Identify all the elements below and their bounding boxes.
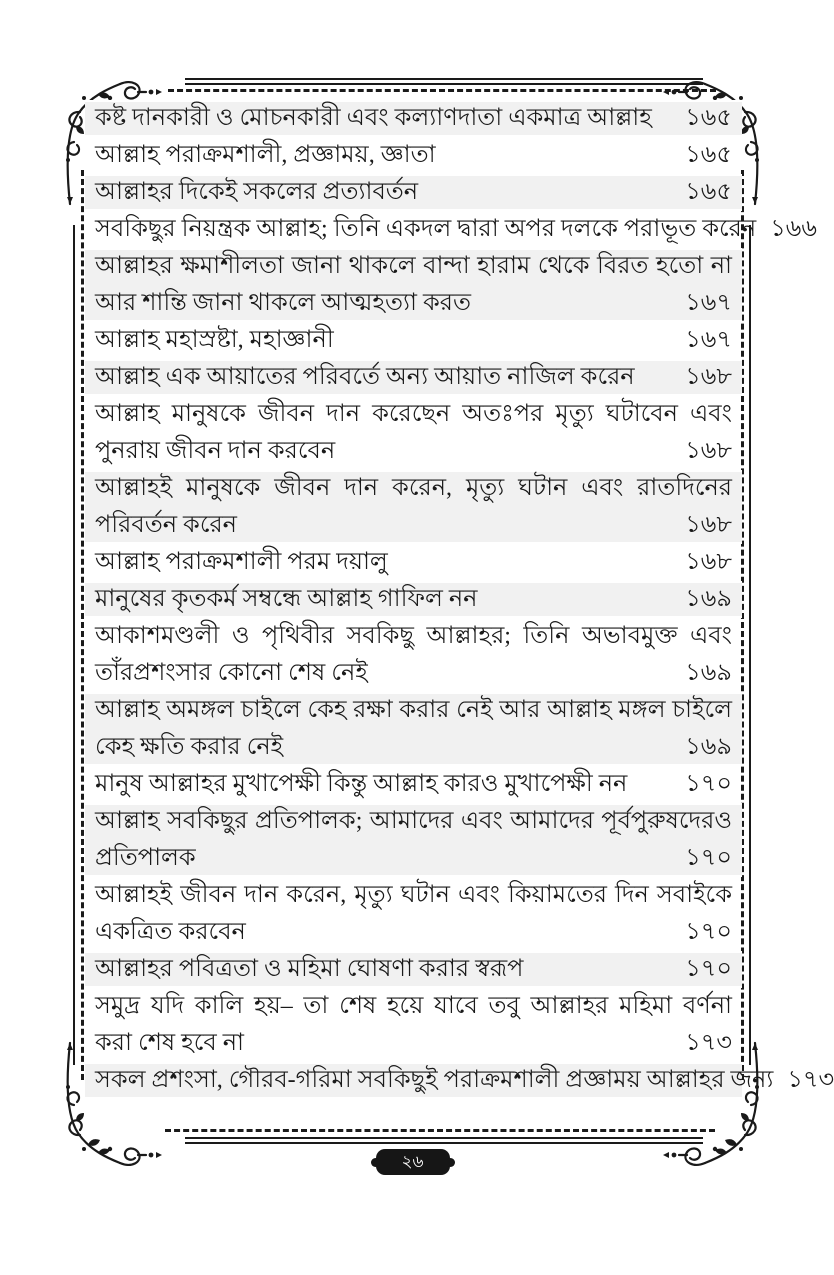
toc-entry-title: একত্রিত করবেন	[95, 919, 246, 945]
toc-entry-line	[85, 618, 742, 655]
toc-entry	[85, 988, 742, 1062]
toc-entry	[85, 692, 742, 766]
toc-entry-line	[85, 211, 817, 248]
toc-entry-line	[85, 655, 742, 692]
toc-entry-line	[85, 137, 742, 174]
top-dashed-rule	[168, 89, 716, 92]
toc-entry-page-number: ১৭৩	[685, 1030, 732, 1056]
toc-entry-line	[85, 470, 742, 507]
toc-entry-page-number: ১৬৫	[685, 179, 732, 205]
toc-entry-line	[85, 877, 742, 914]
toc-entry-line	[85, 840, 742, 877]
toc-entry-title: আল্লাহ সবকিছুর প্রতিপালক; আমাদের এবং আমাদের পূর্বপুরুষদেরও	[95, 808, 732, 834]
page-number-badge: ২৬	[376, 1149, 450, 1175]
toc-entry-title: সমুদ্র যদি কালি হয়– তা শেষ হয়ে যাবে তবু আল্লাহর মহিমা বর্ণনা	[95, 993, 732, 1019]
toc-entry-page-number: ১৬৭	[685, 327, 732, 353]
toc-entry-page-number: ১৬৮	[685, 549, 732, 575]
toc-entry-title: কেহ ক্ষতি করার নেই	[95, 734, 284, 760]
toc-entry-title: আল্লাহই মানুষকে জীবন দান করেন, মৃত্যু ঘটান এবং রাতদিনের	[95, 475, 732, 501]
toc-entry-line	[85, 988, 742, 1025]
toc-entry-page-number: ১৬৫	[685, 105, 732, 131]
toc-entry	[85, 618, 742, 692]
toc-entry-line	[85, 1025, 742, 1062]
toc-entry-page-number: ১৬৯	[685, 734, 732, 760]
toc-entry-title: আল্লাহ এক আয়াতের পরিবর্তে অন্য আয়াত নাজিল করেন	[95, 364, 635, 390]
toc-entry-title: আকাশমণ্ডলী ও পৃথিবীর সবকিছু আল্লাহর; তিনি অভাবমুক্ত এবং	[95, 623, 732, 649]
toc-entry-title: প্রতিপালক	[95, 845, 196, 871]
toc-entry-line	[85, 322, 742, 359]
toc-entry	[85, 544, 742, 581]
toc-entry	[85, 581, 742, 618]
toc-entry	[85, 877, 742, 951]
toc-entry-title: আল্লাহ অমঙ্গল চাইলে কেহ রক্ষা করার নেই আর আল্লাহ মঙ্গল চাইলে	[95, 697, 732, 723]
toc-entry-title: কষ্ট দানকারী ও মোচনকারী এবং কল্যাণদাতা একমাত্র আল্লাহ	[95, 105, 652, 131]
right-solid-rule	[749, 225, 751, 1065]
toc-entry-title: আর শান্তি জানা থাকলে আত্মহত্যা করত	[95, 290, 471, 316]
toc-entry	[85, 951, 742, 988]
toc-entry-page-number: ১৭০	[685, 845, 732, 871]
toc-entry	[85, 766, 742, 803]
toc-entry-line	[85, 766, 742, 803]
toc-entry	[85, 470, 742, 544]
toc-entry-title: আল্লাহ মহাস্রষ্টা, মহাজ্ঞানী	[95, 327, 334, 353]
toc-entry-line	[85, 581, 742, 618]
toc-entry-page-number: ১৬৮	[685, 364, 732, 390]
top-double-rule	[185, 78, 703, 85]
toc-entry-title: আল্লাহ মানুষকে জীবন দান করেছেন অতঃপর মৃত্যু ঘটাবেন এবং	[95, 401, 732, 427]
toc-entry-page-number: ১৬৯	[685, 660, 732, 686]
toc-entry	[85, 174, 742, 211]
toc-entry-title: মানুষের কৃতকর্ম সম্বন্ধে আল্লাহ গাফিল নন	[95, 586, 478, 612]
toc-entry-title: পরিবর্তন করেন	[95, 512, 238, 538]
toc-entry-title: আল্লাহর পবিত্রতা ও মহিমা ঘোষণা করার স্বরূপ	[95, 956, 524, 982]
toc-entry-page-number: ১৭০	[685, 919, 732, 945]
toc-entry-line	[85, 100, 742, 137]
toc-entry-title: আল্লাহ পরাক্রমশালী পরম দয়ালু	[95, 549, 388, 575]
toc-entry-title: আল্লাহ পরাক্রমশালী, প্রজ্ঞাময়, জ্ঞাতা	[95, 142, 436, 168]
toc-entry-title: সকল প্রশংসা, গৌরব-গরিমা সবকিছুই পরাক্রমশালী প্রজ্ঞাময় আল্লাহর জন্য	[95, 1067, 774, 1093]
toc-entry-line	[85, 285, 742, 322]
toc-entry	[85, 248, 742, 322]
toc-entry-page-number: ১৬৬	[770, 216, 817, 242]
toc-entry-page-number: ১৬৫	[685, 142, 732, 168]
toc-entry-line	[85, 914, 742, 951]
toc-entry-page-number: ১৬৮	[685, 438, 732, 464]
toc-entry	[85, 1062, 834, 1099]
toc-entry-line	[85, 1062, 834, 1099]
toc-entry-page-number: ১৭৩	[787, 1067, 834, 1093]
toc-entry-line	[85, 544, 742, 581]
toc-entry	[85, 396, 742, 470]
toc-entry-line	[85, 433, 742, 470]
toc-entry-title: আল্লাহর ক্ষমাশীলতা জানা থাকলে বান্দা হারাম থেকে বিরত হতো না	[95, 253, 732, 279]
toc-entry	[85, 803, 742, 877]
toc-entry-line	[85, 507, 742, 544]
toc-entry	[85, 359, 742, 396]
toc-entry-line	[85, 248, 742, 285]
toc-entry-line	[85, 729, 742, 766]
toc-list	[85, 100, 834, 1099]
toc-entry	[85, 211, 817, 248]
toc-entry-title: আল্লাহই জীবন দান করেন, মৃত্যু ঘটান এবং কিয়ামতের দিন সবাইকে	[95, 882, 732, 908]
toc-entry-page-number: ১৬৯	[685, 586, 732, 612]
toc-entry-title: সবকিছুর নিয়ন্ত্রক আল্লাহ; তিনি একদল দ্বারা অপর দলকে পরাভূত করেন	[95, 216, 757, 242]
toc-entry-title: পুনরায় জীবন দান করবেন	[95, 438, 336, 464]
toc-entry-title: করা শেষ হবে না	[95, 1030, 245, 1056]
toc-entry-page-number: ১৭০	[685, 771, 732, 797]
toc-entry-line	[85, 692, 742, 729]
left-solid-rule	[73, 225, 75, 1065]
toc-entry-line	[85, 951, 742, 988]
bottom-double-rule	[185, 1137, 703, 1144]
toc-entry-line	[85, 174, 742, 211]
toc-entry	[85, 137, 742, 174]
toc-entry	[85, 322, 742, 359]
toc-entry-line	[85, 396, 742, 433]
left-dashed-rule	[81, 170, 84, 1080]
toc-entry-title: আল্লাহর দিকেই সকলের প্রত্যাবর্তন	[95, 179, 419, 205]
toc-entry	[85, 100, 742, 137]
bottom-dashed-rule	[165, 1129, 715, 1132]
toc-entry-title: তাঁরপ্রশংসার কোনো শেষ নেই	[95, 660, 368, 686]
toc-entry-page-number: ১৭০	[685, 956, 732, 982]
toc-entry-page-number: ১৬৭	[685, 290, 732, 316]
toc-entry-title: মানুষ আল্লাহর মুখাপেক্ষী কিন্তু আল্লাহ কারও মুখাপেক্ষী নন	[95, 771, 628, 797]
toc-entry-line	[85, 803, 742, 840]
toc-entry-page-number: ১৬৮	[685, 512, 732, 538]
toc-entry-line	[85, 359, 742, 396]
